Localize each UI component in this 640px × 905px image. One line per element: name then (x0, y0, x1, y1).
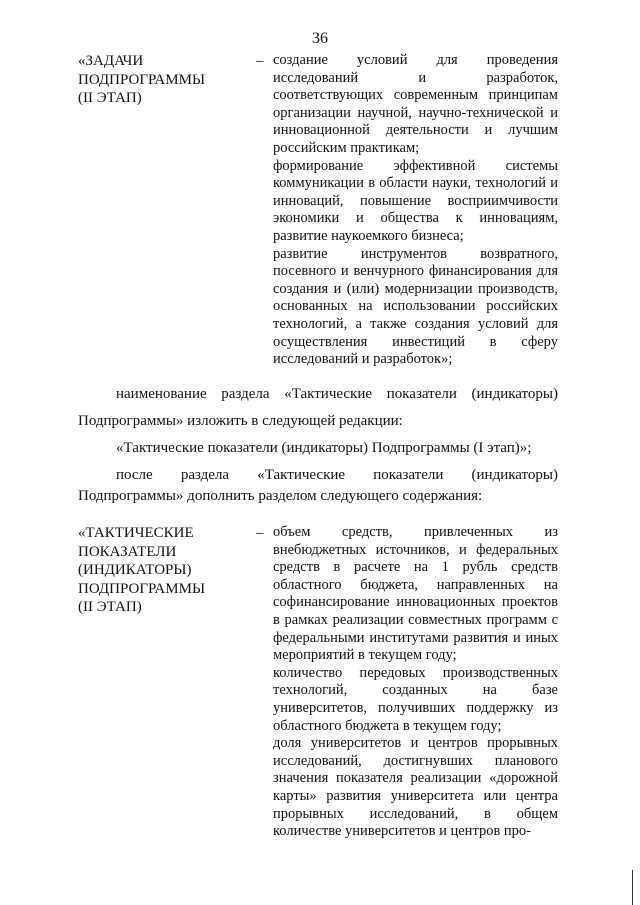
indicators-heading (78, 524, 253, 617)
paragraph-rename-line1: наименование раздела «Тактические показатели (индикаторы) (116, 386, 558, 402)
tasks-heading-line: ПОДПРОГРАММЫ (78, 71, 206, 88)
paragraph-add-line1: после раздела «Тактические показатели (индикаторы) (116, 467, 558, 483)
paragraph-add-line2: Подпрограммы» дополнить разделом следующего содержания: (78, 488, 483, 504)
indicators-item: доля университетов и центров прорывных исследований, достигнувших планового значения показателя реализации «дорожной карты» развития университета или центра прорывных исследований, в общем количестве университетов и центров про- (273, 735, 558, 840)
tasks-item: создание условий для проведения исследований и разработок, соответствующих современным принципам организации научной, научно-технической и инновационной деятельности и лучшим российским практикам; (273, 52, 558, 156)
paragraph-new-title: «Тактические показатели (индикаторы) Подпрограммы (I этап)»; (116, 440, 532, 456)
tasks-heading (78, 52, 253, 108)
page-number: 36 (312, 30, 328, 47)
indicators-heading-line: ПОКАЗАТЕЛИ (78, 543, 177, 560)
tasks-list (273, 52, 558, 369)
indicators-heading-line: «ТАКТИЧЕСКИЕ (78, 525, 194, 541)
indicators-item: объем средств, привлеченных из внебюджетных источников, и федеральных средств в расчете на 1 рубль средств областного бюджета, направленных на софинансирование инновационных проектов в рамках реализации совместных программ с федеральными институтами развития и иных мероприятий в текущем году; (273, 524, 558, 664)
tasks-dash: – (256, 53, 264, 69)
indicators-dash: – (256, 525, 264, 541)
indicators-heading-line: ПОДПРОГРАММЫ (78, 580, 206, 597)
tasks-heading-line: (II ЭТАП) (78, 90, 142, 106)
paragraph-rename-line2: Подпрограммы» изложить в следующей редакции: (78, 413, 403, 429)
indicators-heading-line: (ИНДИКАТОРЫ) (78, 562, 192, 578)
indicators-list (273, 524, 558, 841)
tasks-item: развитие инструментов возвратного, посевного и венчурного финансирования для создания и (или) модернизации производств, основанных на использовании российских технологий, а также создания условий для осуществления инвестиций в сферу исследований и разработок»; (273, 245, 558, 368)
scan-edge-line (632, 870, 633, 905)
tasks-heading-line: «ЗАДАЧИ (78, 53, 144, 69)
indicators-heading-line: (II ЭТАП) (78, 599, 142, 615)
tasks-item: формирование эффективной системы коммуникации в области науки, технологий и инноваций, повышение восприимчивости экономики и общества к инновациям, развитие наукоемкого бизнеса; (273, 157, 558, 244)
indicators-item: количество передовых производственных технологий, созданных на базе университетов, получивших поддержку из областного бюджета в текущем году; (273, 664, 558, 734)
